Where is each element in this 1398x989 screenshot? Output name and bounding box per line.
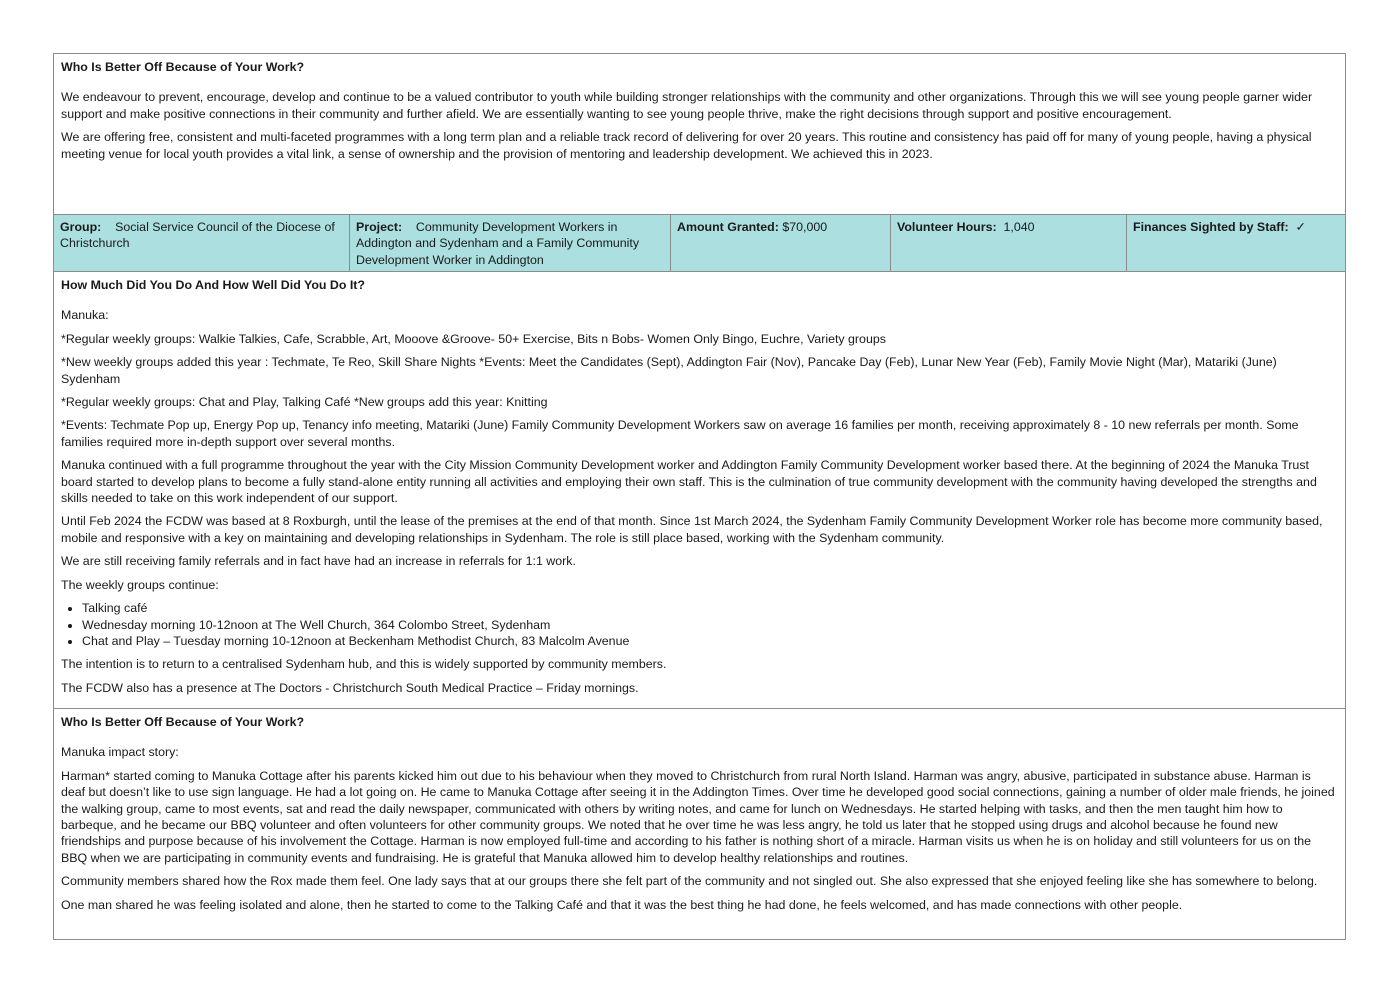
group-label: Group:	[60, 220, 102, 234]
paragraph: We are offering free, consistent and multi-faceted programmes with a long term plan and a reliable track record of delivering for over 20 years. This routine and consistency has paid off for many of young people, having a physical meeting venue for local youth provides a vital link, a sense of ownership and the provision of mentoring and leadership development. We achieved this in 2023.	[61, 130, 1312, 161]
grant-info-row	[54, 215, 1345, 272]
hours-label: Volunteer Hours:	[897, 220, 997, 234]
paragraph: *Regular weekly groups: Chat and Play, Talking Café *New groups add this year: Knitting	[61, 395, 548, 410]
list-item: • Talking café	[82, 600, 1338, 616]
paragraph: The weekly groups continue:	[61, 577, 219, 592]
section-heading: How Much Did You Do And How Well Did You Do It?	[61, 278, 366, 292]
paragraph: *New weekly groups added this year : Techmate, Te Reo, Skill Share Nights *Events: Meet the Candidates (Sept), Addington Fair (Nov), Pancake Day (Feb), Lunar New Year (Feb), Family Movie Night (Mar), Matariki (June) Sydenham	[61, 355, 1277, 386]
project-value: Community Development Workers in Addington and Sydenham and a Family Community Development Worker in Addington	[356, 220, 640, 267]
paragraph: *Regular weekly groups: Walkie Talkies, Cafe, Scrabble, Art, Mooove &Groove- 50+ Exercise, Bits n Bobs- Women Only Bingo, Euchre, Variety groups	[61, 331, 886, 346]
paragraph: Manuka:	[61, 308, 109, 323]
outcomes-section-impact	[54, 709, 1345, 939]
paragraph: Community members shared how the Rox made them feel. One lady says that at our groups there she felt part of the community and not singled out. She also expressed that she enjoyed feeling like she has somewhere to belong.	[61, 874, 1318, 889]
list-item: • Chat and Play – Tuesday morning 10-12noon at Beckenham Methodist Church, 83 Malcolm Avenue	[82, 633, 1338, 649]
paragraph: *Events: Techmate Pop up, Energy Pop up, Tenancy info meeting, Matariki (June) Family Community Development Workers saw on average 16 families per month, receiving approximately 8 - 10 new referrals per month. Some families required more in-depth support over several months.	[61, 418, 1299, 449]
finances-cell	[1127, 215, 1345, 271]
paragraph: Manuka impact story:	[61, 745, 179, 760]
project-label: Project:	[356, 220, 403, 234]
group-cell	[54, 215, 350, 271]
finances-label: Finances Sighted by Staff:	[1133, 220, 1289, 234]
hours-cell	[891, 215, 1127, 271]
outcomes-section-youth	[54, 54, 1345, 215]
paragraph: Manuka continued with a full programme throughout the year with the City Mission Community Development worker and Addington Family Community Development worker based there. At the beginning of 2024 the Manuka Trust board started to develop plans to become a fully stand-alone entity running all activities and employing their own staff. This is the culmination of true community development with the community having developed the strengths and skills needed to take on this work independent of our support.	[61, 458, 1317, 506]
report-page	[53, 53, 1346, 940]
weekly-groups-list	[61, 600, 1338, 649]
paragraph: Until Feb 2024 the FCDW was based at 8 Roxburgh, until the lease of the premises at the end of that month. Since 1st March 2024, the Sydenham Family Community Development Worker role has become more community based, mobile and responsive with a key on maintaining and developing relationships in Sydenham. The role is still place based, working with the Sydenham community.	[61, 514, 1323, 545]
checkmark-icon: ✓	[1295, 220, 1306, 234]
paragraph: The intention is to return to a centralised Sydenham hub, and this is widely supported by community members.	[61, 657, 667, 672]
hours-value: 1,040	[1003, 220, 1035, 234]
list-item: • Wednesday morning 10-12noon at The Well Church, 364 Colombo Street, Sydenham	[82, 617, 1338, 633]
paragraph: One man shared he was feeling isolated and alone, then he started to come to the Talking Café and that it was the best thing he had done, he feels welcomed, and has made connections with other people.	[61, 897, 1183, 912]
amount-cell	[671, 215, 891, 271]
activity-section	[54, 272, 1345, 709]
paragraph: The FCDW also has a presence at The Doctors - Christchurch South Medical Practice – Friday mornings.	[61, 680, 639, 695]
paragraph: We are still receiving family referrals and in fact have had an increase in referrals for 1:1 work.	[61, 554, 576, 569]
group-value: Social Service Council of the Diocese of Christchurch	[60, 220, 335, 251]
amount-value: $70,000	[782, 220, 828, 234]
project-cell	[350, 215, 671, 271]
paragraph: Harman* started coming to Manuka Cottage after his parents kicked him out due to his behaviour when they moved to Christchurch from rural North Island. Harman was angry, abusive, participated in substance abuse. Harman is deaf but doesn’t like to use sign language. He had a lot going on. He came to Manuka Cottage after seeing it in the Addington Times. Over time he developed good social connections, gaining a number of older male friends, he joined the walking group, came to most events, sat and read the daily newspaper, communicated with others by writing notes, and came for lunch on Wednesdays. He started helping with tasks, and then the men taught him how to barbeque, and he became our BBQ volunteer and often volunteers for other community groups. We noted that he over time he was less angry, he told us later that he stopped using drugs and alcohol because he found new friendships and purpose because of his involvement the Cottage. Harman is now employed full-time and according to his father is nothing short of a miracle. Harman visits us when he is on holiday and still volunteers for us on the BBQ when we are participating in community events and fundraising. He is grateful that Manuka allowed him to develop healthy relationships and routines.	[61, 768, 1335, 865]
section-heading: Who Is Better Off Because of Your Work?	[61, 715, 305, 729]
paragraph: We endeavour to prevent, encourage, develop and continue to be a valued contributor to youth while building stronger relationships with the community and other organizations. Through this we will see young people garner wider support and make positive connections in their community and further afield. We are essentially wanting to see young people thrive, make the right decisions through support and positive encouragement.	[61, 90, 1313, 121]
amount-label: Amount Granted:	[677, 220, 779, 234]
section-heading: Who Is Better Off Because of Your Work?	[61, 60, 305, 74]
